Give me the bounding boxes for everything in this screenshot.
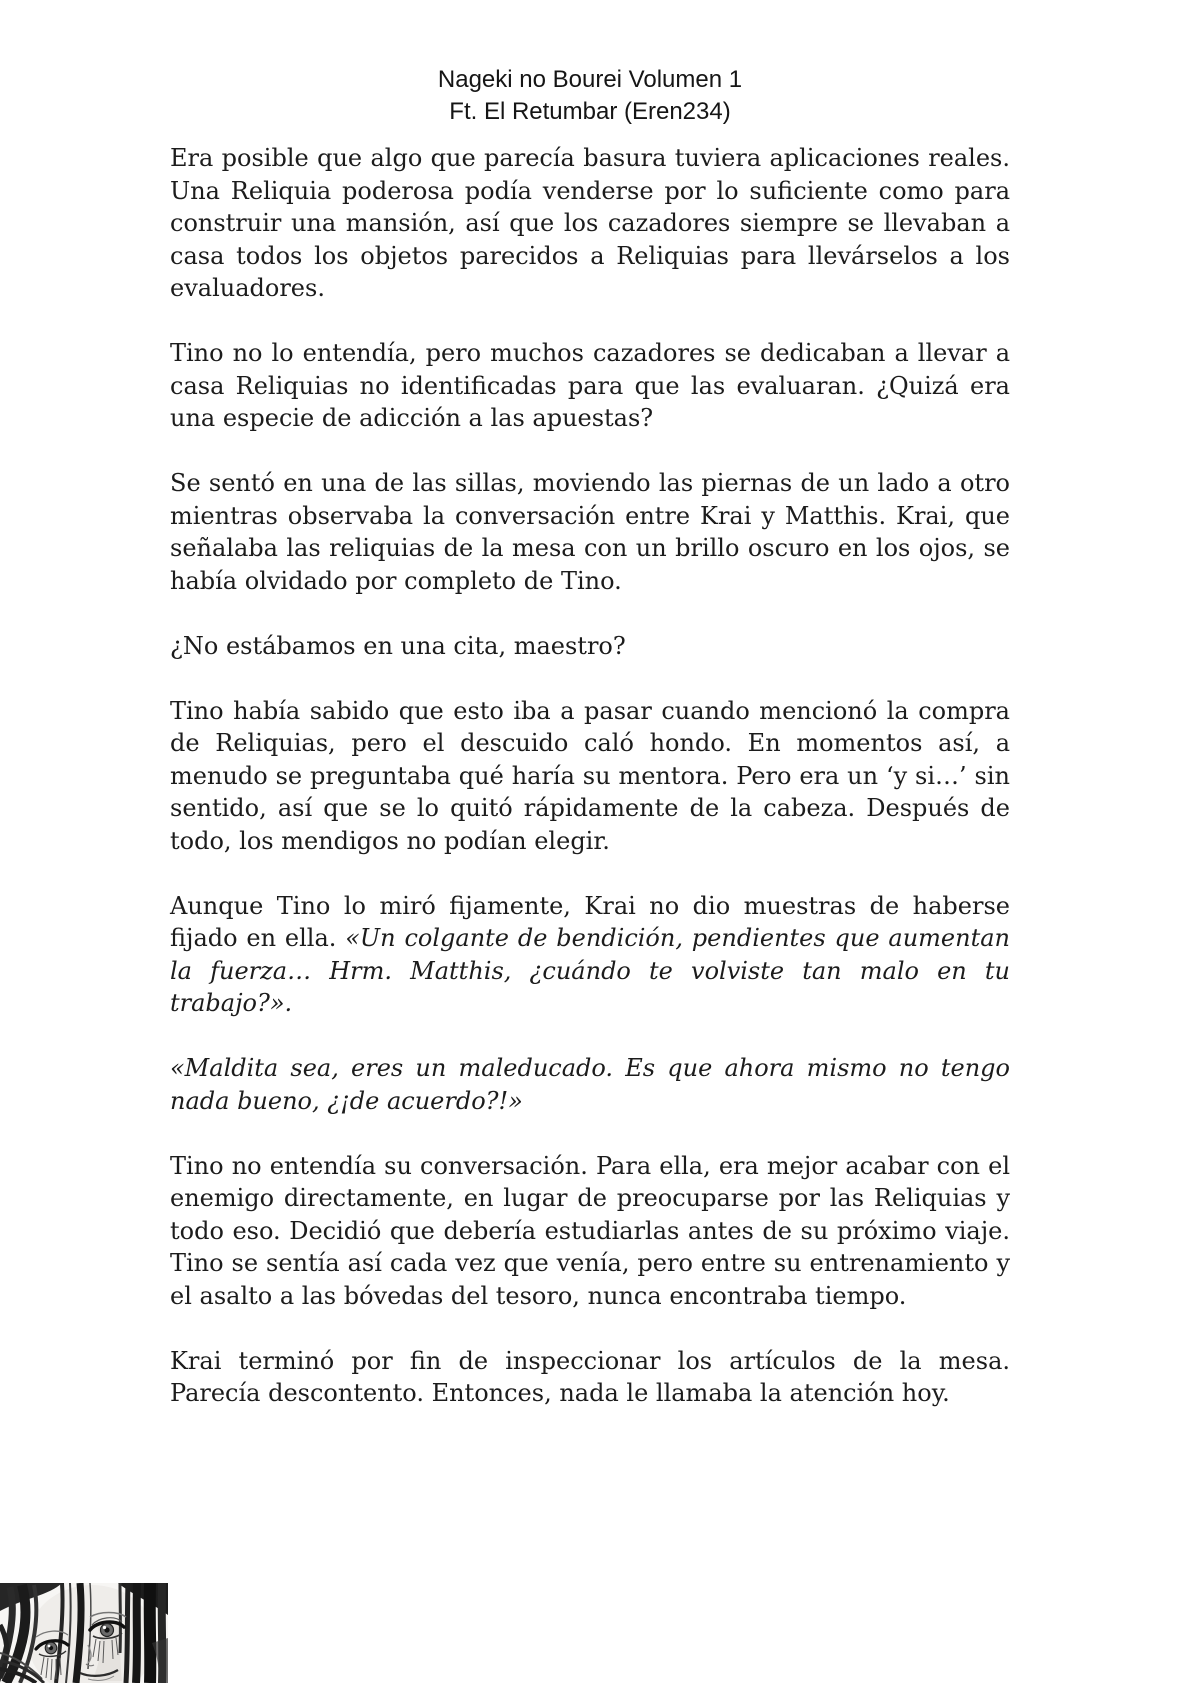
paragraph-run: Tino no lo entendía, pero muchos cazadores se dedicaban a llevar a casa Reliquias no identificadas para que las evaluaran. ¿Quizá era una especie de adicción a las apuestas?	[170, 339, 1010, 432]
manga-face-illustration	[0, 1583, 168, 1683]
paragraph-run: Se sentó en una de las sillas, moviendo las piernas de un lado a otro mientras observaba la conversación entre Krai y Matthis. Krai, que señalaba las reliquias de la mesa con un brillo oscuro en los ojos, se había olvidado por completo de Tino.	[170, 469, 1010, 595]
paragraph	[170, 337, 1010, 435]
paragraphs	[170, 142, 1010, 1410]
paragraph	[170, 630, 1010, 663]
paragraph-run: Tino no entendía su conversación. Para ella, era mejor acabar con el enemigo directamente, en lugar de preocuparse por las Reliquias y todo eso. Decidió que debería estudiarlas antes de su próximo viaje. Tino se sentía así cada vez que venía, pero entre su entrenamiento y el asalto a las bóvedas del tesoro, nunca encontraba tiempo.	[170, 1151, 1010, 1310]
paragraph-run: Krai terminó por fin de inspeccionar los artículos de la mesa. Parecía descontento. Entonces, nada le llamaba la atención hoy.	[170, 1346, 1010, 1407]
document-content	[170, 64, 1010, 1442]
paragraph-run: ¿No estábamos en una cita, maestro?	[170, 631, 626, 660]
paragraph-run: Aunque Tino lo miró fijamente, Krai no dio muestras de haberse fijado en ella.	[170, 891, 1010, 952]
paragraph	[170, 695, 1010, 858]
paragraph	[170, 1150, 1010, 1313]
paragraph	[170, 1345, 1010, 1410]
paragraph	[170, 890, 1010, 1020]
paragraph-run: Tino había sabido que esto iba a pasar cuando mencionó la compra de Reliquias, pero el descuido caló hondo. En momentos así, a menudo se preguntaba qué haría su mentora. Pero era un ‘y si…’ sin sentido, así que se lo quitó rápidamente de la cabeza. Después de todo, los mendigos no podían elegir.	[170, 696, 1010, 855]
paragraph-run-italic: «Un colgante de bendición, pendientes que aumentan la fuerza… Hrm. Matthis, ¿cuándo te volviste tan malo en tu trabajo?».	[170, 924, 1010, 1017]
document-subtitle: Ft. El Retumbar (Eren234)	[449, 98, 731, 125]
paragraph-run-italic: «Maldita sea, eres un maleducado. Es que ahora mismo no tengo nada bueno, ¿¡de acuerdo?!»	[170, 1054, 1010, 1115]
document-title: Nageki no Bourei Volumen 1	[437, 66, 743, 93]
paragraph	[170, 1052, 1010, 1117]
paragraph	[170, 142, 1010, 305]
paragraph	[170, 467, 1010, 597]
paragraph-run: Era posible que algo que parecía basura tuviera aplicaciones reales. Una Reliquia poderosa podía venderse por lo suficiente como para construir una mansión, así que los cazadores siempre se llevaban a casa todos los objetos parecidos a Reliquias para llevárselos a los evaluadores.	[170, 144, 1010, 302]
